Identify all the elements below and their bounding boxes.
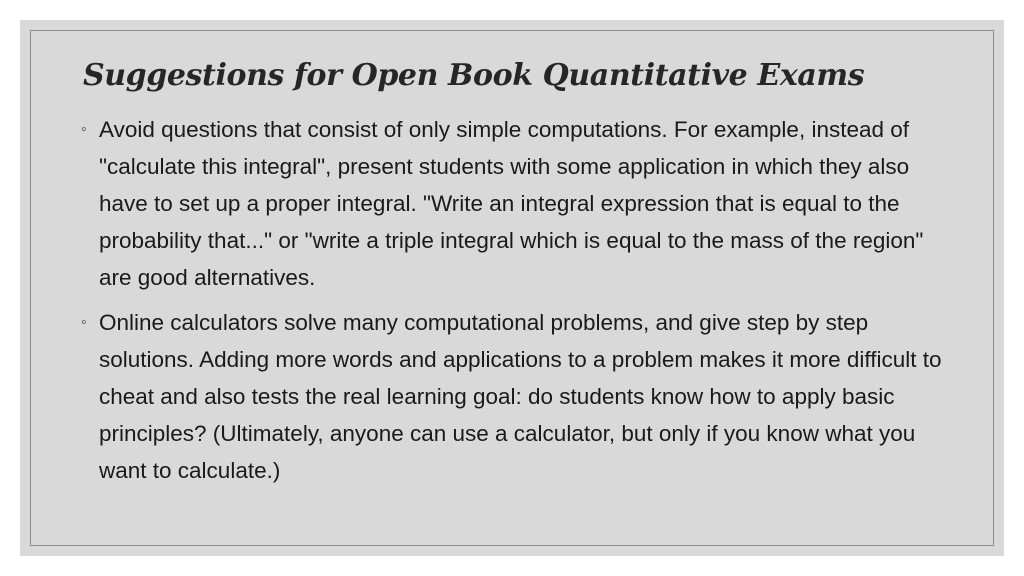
bullet-circle-icon: ◦ [81, 121, 87, 138]
bullet-text: Online calculators solve many computational problems, and give step by step solutions. Adding more words and applications to a problem makes it more difficult to cheat and also tests the real learning goal: do students know how to apply basic principles? (Ultimately, anyone can use a calculator, but only if you know what you want to calculate.) [99, 310, 942, 483]
slide [20, 20, 1004, 556]
bullet-text: Avoid questions that consist of only simple computations. For example, instead of "calculate this integral", present students with some application in which they also have to set up a proper integral. "Write an integral expression that is equal to the probability that..." or "write a triple integral which is equal to the mass of the region" are good alternatives. [99, 117, 924, 290]
bullet-item [81, 111, 951, 296]
bullet-item [81, 304, 951, 489]
bullet-circle-icon: ◦ [81, 314, 87, 331]
slide-frame [30, 30, 994, 546]
bullet-list [81, 111, 951, 497]
slide-title: Suggestions for Open Book Quantitative Exams [83, 58, 865, 93]
